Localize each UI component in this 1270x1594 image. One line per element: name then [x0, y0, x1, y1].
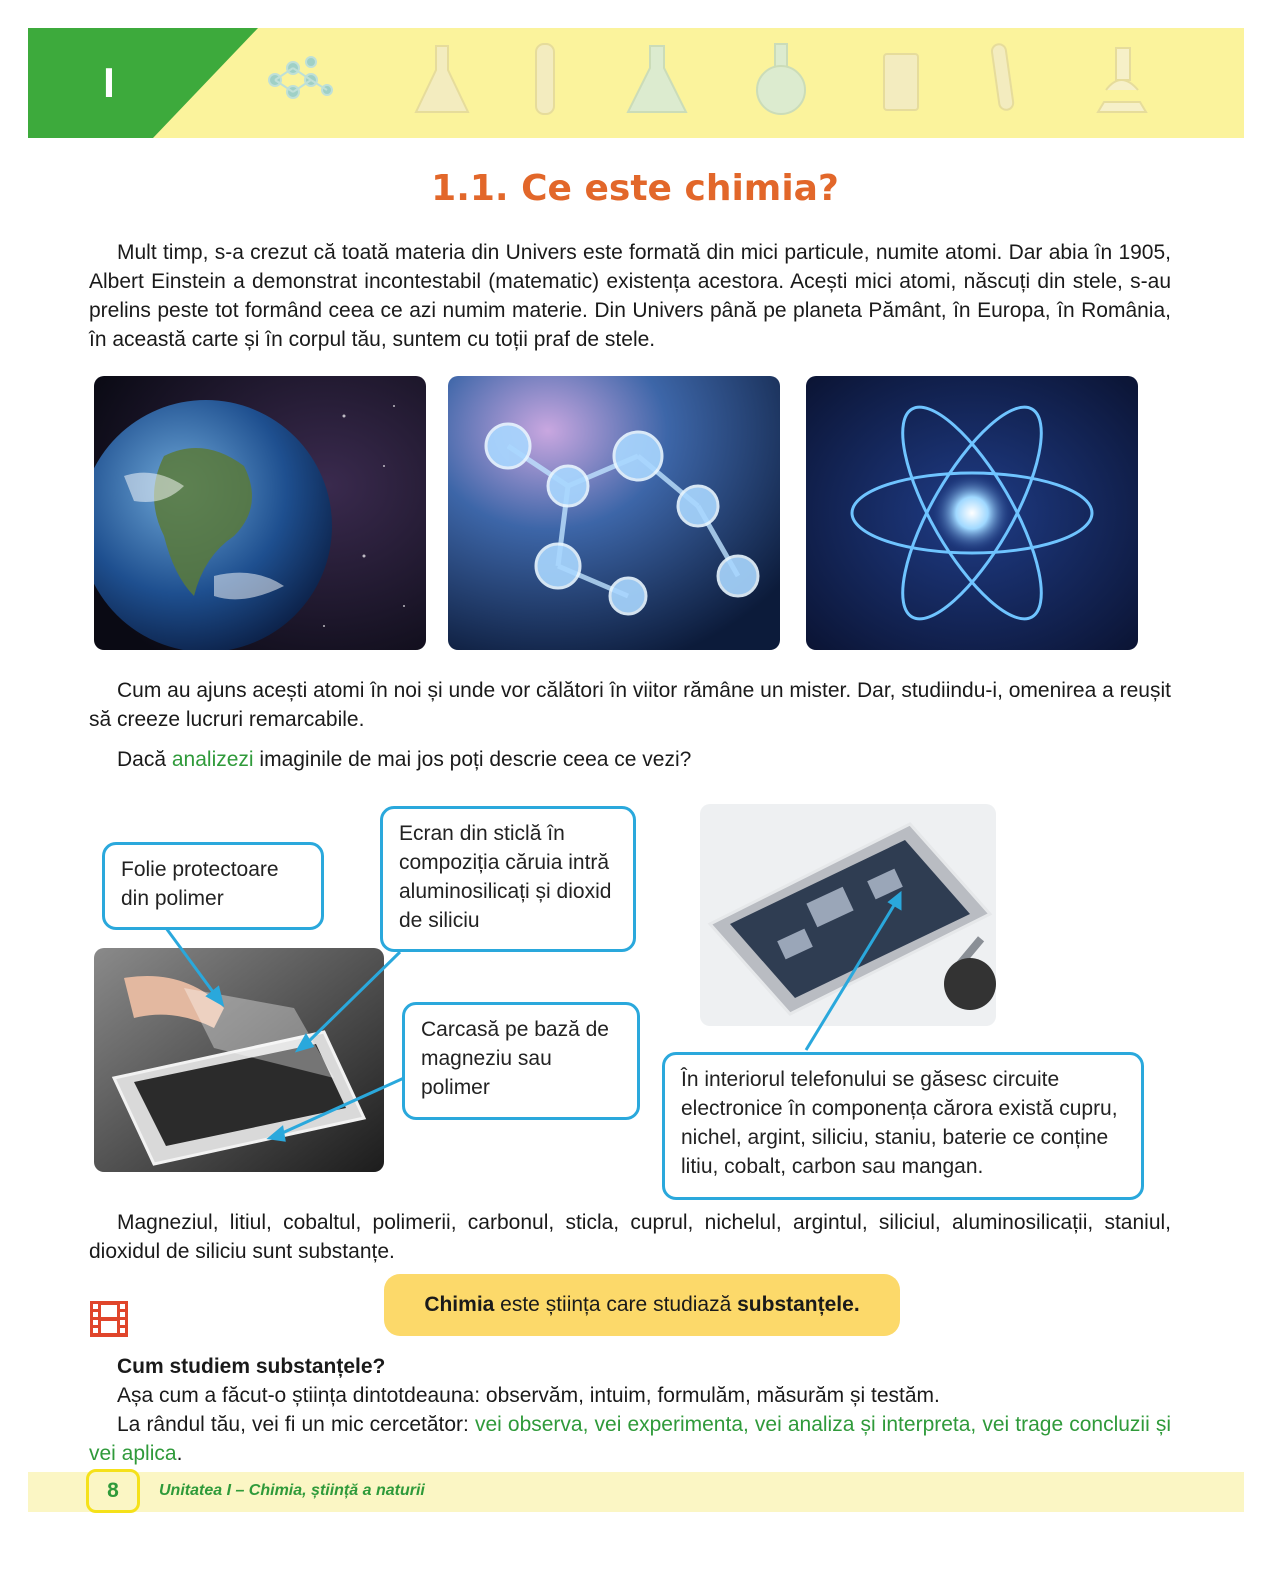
footer-unit-title: Unitatea I – Chimia, știință a naturii	[159, 1482, 425, 1499]
round-flask-icon	[736, 40, 826, 120]
substances-paragraph: Magneziul, litiul, cobaltul, polimerii, carbonul, sticla, cuprul, nichelul, argintul, siliciul, aluminosilicații, staniul, dioxidul de siliciu sunt substanțe.	[89, 1211, 1171, 1263]
microscope-icon	[1076, 40, 1166, 120]
callout-folie: Folie protectoare din polimer	[102, 842, 324, 930]
phone-circuit-photo	[700, 804, 996, 1026]
highlight-research-steps: vei observa, vei experimenta, vei analiza și interpreta, vei trage concluzii și vei aplica	[89, 1413, 1171, 1465]
callout-interior: În interiorul telefonului se găsesc circuite electronice în componența cărora există cupru, nichel, argint, siliciu, staniu, baterie ce conține litiu, cobalt, carbon sau mangan.	[662, 1052, 1144, 1200]
molecule-icon	[255, 40, 345, 120]
unit-tab	[28, 28, 258, 138]
molecules-photo	[448, 376, 780, 650]
test-tube-2-icon	[958, 40, 1048, 120]
page-number: 8	[86, 1469, 140, 1513]
phone-screen-protector-photo	[94, 948, 384, 1172]
study-heading: Cum studiem substanțele?	[117, 1355, 386, 1378]
erlenmeyer-flask-icon	[396, 40, 486, 120]
callout-carcasa: Carcasă pe bază de magneziu sau polimer	[402, 1002, 640, 1120]
study-line-1: Așa cum a făcut-o știința dintotdeauna: observăm, intuim, formulăm, măsurăm și testăm.	[117, 1384, 940, 1407]
atom-photo	[806, 376, 1138, 650]
film-icon	[89, 1300, 129, 1338]
callout-ecran: Ecran din sticlă în compoziția căruia intră aluminosilicați și dioxid de siliciu	[380, 806, 636, 952]
page-title: 1.1. Ce este chimia?	[431, 168, 839, 209]
question-paragraph: Dacă analizezi imaginile de mai jos poți descrie ceea ce vezi?	[117, 748, 692, 771]
earth-photo	[94, 376, 426, 650]
definition-box: Chimia este știința care studiază substanțele.	[384, 1274, 900, 1336]
intro-paragraph: Mult timp, s-a crezut că toată materia din Univers este formată din mici particule, numite atomi. Dar abia în 1905, Albert Einstein a demonstrat incontestabil (matematic) existența acestora. Acești mici atomi, născuți din stele, s-au prelins peste tot formând ceea ce azi numim materie. Din Univers până pe planeta Pământ, în Europa, în România, în această carte și în corpul tău, suntem cu toții praf de stele.	[89, 241, 1171, 351]
test-tube-icon	[500, 40, 590, 120]
conical-flask-icon	[612, 40, 702, 120]
beaker-icon	[856, 40, 946, 120]
middle-paragraph: Cum au ajuns acești atomi în noi și unde vor călători în viitor rămâne un mister. Dar, studiindu-i, omenirea a reușit să creeze lucruri remarcabile.	[89, 679, 1171, 731]
unit-number: I	[103, 59, 115, 106]
highlight-analizezi: analizezi	[171, 748, 254, 771]
study-line-2: La rândul tău, vei fi un mic cercetător: vei observa, vei experimenta, vei analiza și interpreta, vei trage concluzii și vei aplica.	[89, 1413, 1171, 1465]
